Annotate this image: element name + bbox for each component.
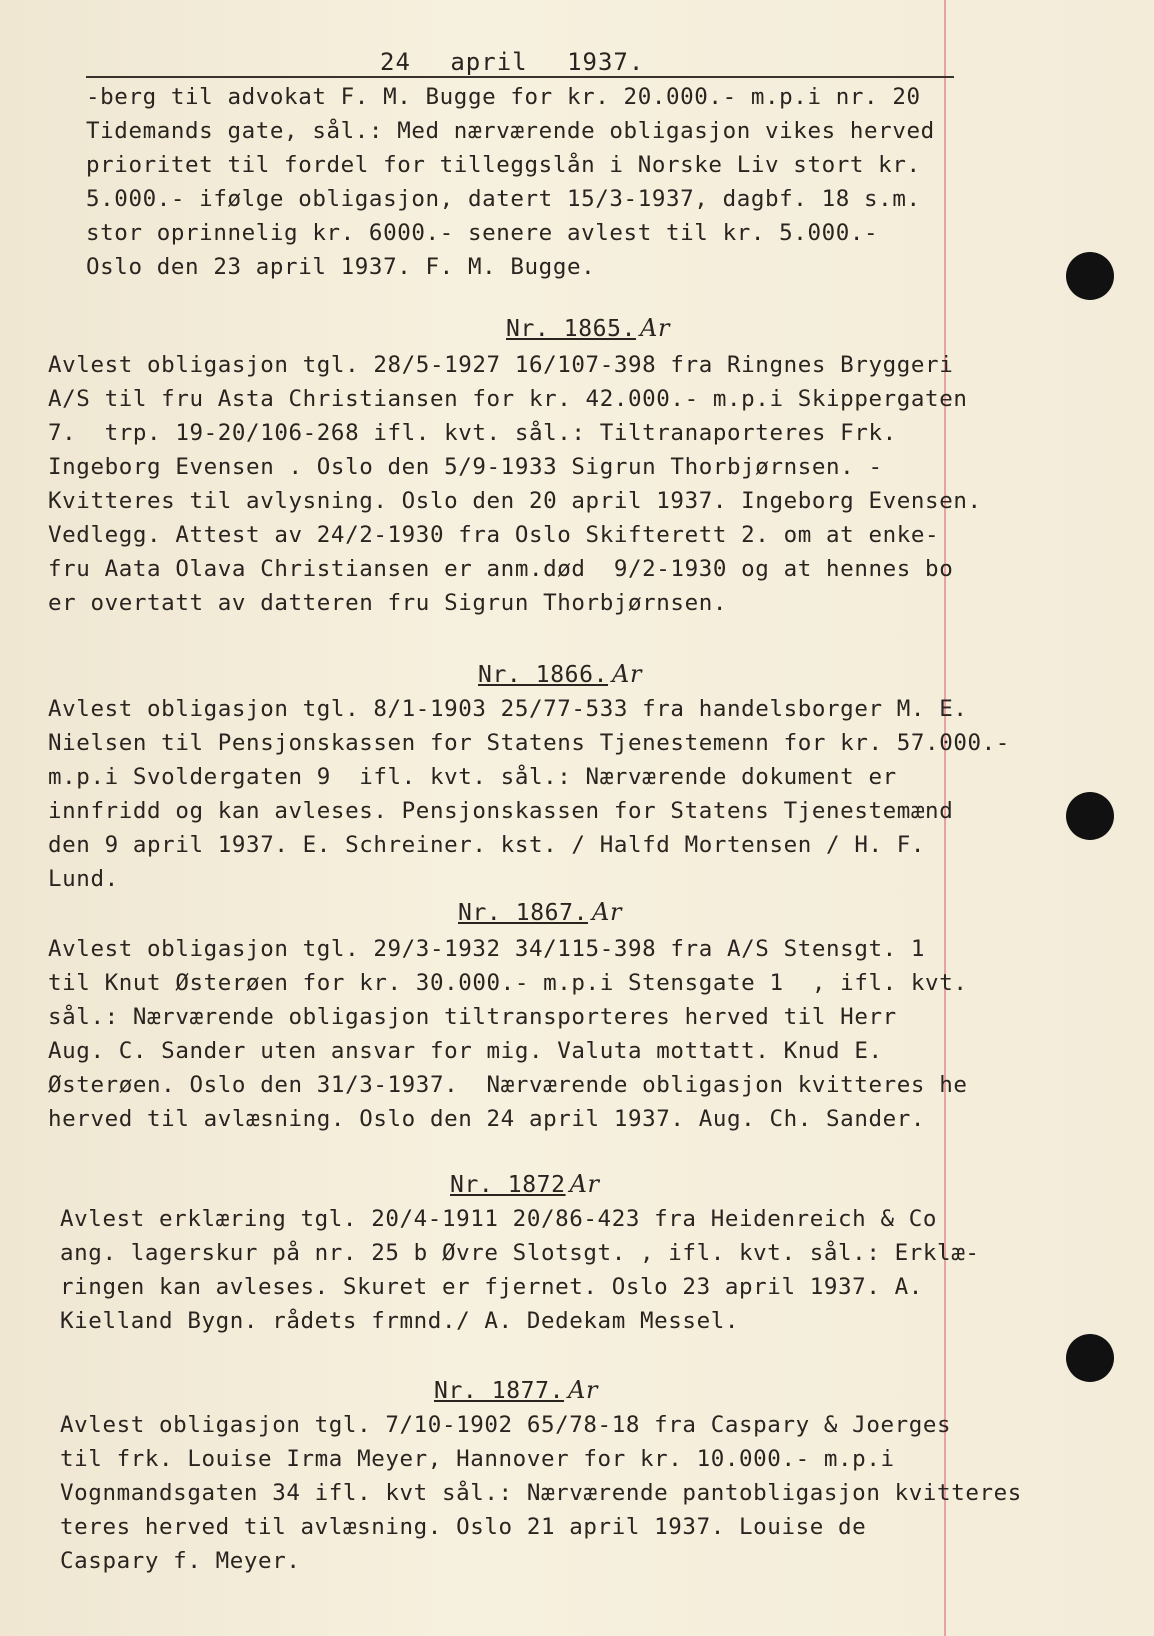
entry-1877-line-5: Caspary f. Meyer. xyxy=(60,1548,301,1574)
entry-1865-line-5: Kvitteres til avlysning. Oslo den 20 april 1937. Ingeborg Evensen. xyxy=(48,488,982,514)
entry-heading-1866: Nr. 1866. Ar xyxy=(478,660,643,688)
header-rule xyxy=(86,76,954,78)
entry-1867-line-5: Østerøen. Oslo den 31/3-1937. Nærværende obligasjon kvitteres he xyxy=(48,1072,968,1098)
entry-1872-line-1: Avlest erklæring tgl. 20/4-1911 20/86-423 fra Heidenreich & Co xyxy=(60,1206,938,1232)
entry-1877-line-2: til frk. Louise Irma Meyer, Hannover for kr. 10.000.- m.p.i xyxy=(60,1446,895,1472)
entry-1867-line-2: til Knut Østerøen for kr. 30.000.- m.p.i Stensgate 1 , ifl. kvt. xyxy=(48,970,968,996)
header-day: 24 xyxy=(380,48,411,76)
intro-line-3: prioritet til fordel for tilleggslån i Norske Liv stort kr. xyxy=(86,152,921,178)
entry-1865-line-3: 7. trp. 19-20/106-268 ifl. kvt. sål.: Tiltranaporteres Frk. xyxy=(48,420,897,446)
entry-1865-line-4: Ingeborg Evensen . Oslo den 5/9-1933 Sigrun Thorbjørnsen. - xyxy=(48,454,883,480)
entry-1865-line-7: fru Aata Olava Christiansen er anm.død 9/2-1930 og at hennes bo xyxy=(48,556,954,582)
entry-1866-line-6: Lund. xyxy=(48,866,119,892)
entry-1877-line-1: Avlest obligasjon tgl. 7/10-1902 65/78-18 fra Caspary & Joerges xyxy=(60,1412,952,1438)
entry-1872-line-2: ang. lagerskur på nr. 25 b Øvre Slotsgt. , ifl. kvt. sål.: Erklæ- xyxy=(60,1240,980,1266)
initials-mark: Ar xyxy=(640,314,671,342)
entry-1867-line-3: sål.: Nærværende obligasjon tiltransporteres herved til Herr xyxy=(48,1004,897,1030)
entry-1866-line-2: Nielsen til Pensjonskassen for Statens Tjenestemenn for kr. 57.000.- xyxy=(48,730,1010,756)
entry-heading-1877: Nr. 1877. Ar xyxy=(434,1376,599,1404)
entry-1867-line-4: Aug. C. Sander uten ansvar for mig. Valuta mottatt. Knud E. xyxy=(48,1038,883,1064)
initials-mark: Ar xyxy=(592,898,623,926)
header-year: 1937. xyxy=(567,48,645,76)
entry-1877-line-3: Vognmandsgaten 34 ifl. kvt sål.: Nærværende pantobligasjon kvitteres xyxy=(60,1480,1022,1506)
entry-1866-line-3: m.p.i Svoldergaten 9 ifl. kvt. sål.: Nærværende dokument er xyxy=(48,764,897,790)
entry-heading-1872: Nr. 1872 Ar xyxy=(450,1170,600,1198)
initials-mark: Ar xyxy=(612,660,643,688)
intro-line-2: Tidemands gate, sål.: Med nærværende obligasjon vikes herved xyxy=(86,118,935,144)
page-header-date xyxy=(380,48,668,76)
entry-1867-line-1: Avlest obligasjon tgl. 29/3-1932 34/115-398 fra A/S Stensgt. 1 xyxy=(48,936,926,962)
entry-1877-line-4: teres herved til avlæsning. Oslo 21 april 1937. Louise de xyxy=(60,1514,867,1540)
entry-1866-line-1: Avlest obligasjon tgl. 8/1-1903 25/77-533 fra handelsborger M. E. xyxy=(48,696,968,722)
entry-1866-line-4: innfridd og kan avleses. Pensjonskassen for Statens Tjenestemænd xyxy=(48,798,954,824)
intro-line-4: 5.000.- ifølge obligasjon, datert 15/3-1937, dagbf. 18 s.m. xyxy=(86,186,921,212)
entry-1872-line-3: ringen kan avleses. Skuret er fjernet. Oslo 23 april 1937. A. xyxy=(60,1274,923,1300)
intro-line-6: Oslo den 23 april 1937. F. M. Bugge. xyxy=(86,254,596,280)
intro-line-5: stor oprinnelig kr. 6000.- senere avlest til kr. 5.000.- xyxy=(86,220,879,246)
punch-hole xyxy=(1066,252,1114,300)
initials-mark: Ar xyxy=(569,1170,600,1198)
entry-1872-line-4: Kielland Bygn. rådets frmnd./ A. Dedekam Messel. xyxy=(60,1308,740,1334)
entry-1865-line-8: er overtatt av datteren fru Sigrun Thorbjørnsen. xyxy=(48,590,728,616)
entry-1865-line-2: A/S til fru Asta Christiansen for kr. 42.000.- m.p.i Skippergaten xyxy=(48,386,968,412)
punch-hole xyxy=(1066,792,1114,840)
intro-line-1: -berg til advokat F. M. Bugge for kr. 20.000.- m.p.i nr. 20 xyxy=(86,84,921,110)
punch-hole xyxy=(1066,1334,1114,1382)
header-month: april xyxy=(450,48,528,76)
entry-1865-line-1: Avlest obligasjon tgl. 28/5-1927 16/107-398 fra Ringnes Bryggeri xyxy=(48,352,954,378)
initials-mark: Ar xyxy=(568,1376,599,1404)
entry-1867-line-6: herved til avlæsning. Oslo den 24 april 1937. Aug. Ch. Sander. xyxy=(48,1106,926,1132)
entry-1865-line-6: Vedlegg. Attest av 24/2-1930 fra Oslo Skifterett 2. om at enke- xyxy=(48,522,940,548)
entry-heading-1867: Nr. 1867. Ar xyxy=(458,898,623,926)
entry-1866-line-5: den 9 april 1937. E. Schreiner. kst. / Halfd Mortensen / H. F. xyxy=(48,832,926,858)
entry-heading-1865: Nr. 1865. Ar xyxy=(506,314,671,342)
